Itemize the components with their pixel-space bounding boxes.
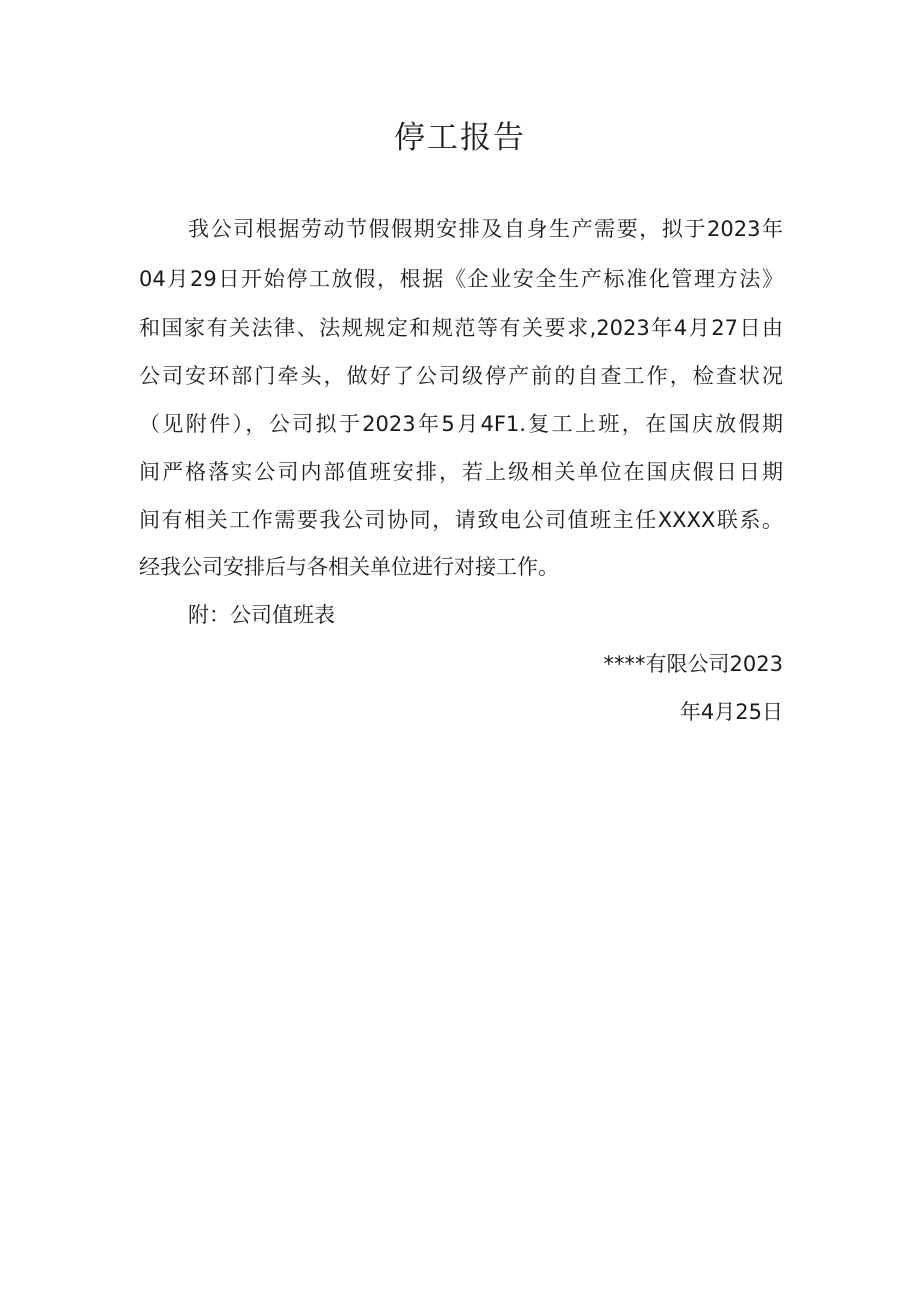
attachment-note: 附：公司值班表 xyxy=(188,603,335,627)
signature-date: 年4月25日 xyxy=(679,700,783,724)
signature-company: ****有限公司2023 xyxy=(603,652,783,676)
body-line-5: （见附件），公司拟于2023年5月4F1.复工上班，在国庆放假期 xyxy=(139,412,783,436)
body-line-4: 公司安环部门牵头，做好了公司级停产前的自查工作，检查状况 xyxy=(139,364,783,388)
body-line-7: 间有相关工作需要我公司协同，请致电公司值班主任XXXX联系。 xyxy=(139,508,783,532)
body-line-2: 04月29日开始停工放假，根据《企业安全生产标准化管理方法》 xyxy=(139,267,783,291)
body-line-8: 经我公司安排后与各相关单位进行对接工作。 xyxy=(139,555,559,579)
body-line-1: 我公司根据劳动节假假期安排及自身生产需要，拟于2023年 xyxy=(188,217,783,241)
body-line-6: 间严格落实公司内部值班安排，若上级相关单位在国庆假日日期 xyxy=(139,460,783,484)
document-title: 停工报告 xyxy=(394,120,526,156)
body-line-3: 和国家有关法律、法规规定和规范等有关要求,2023年4月27日由 xyxy=(139,316,783,340)
